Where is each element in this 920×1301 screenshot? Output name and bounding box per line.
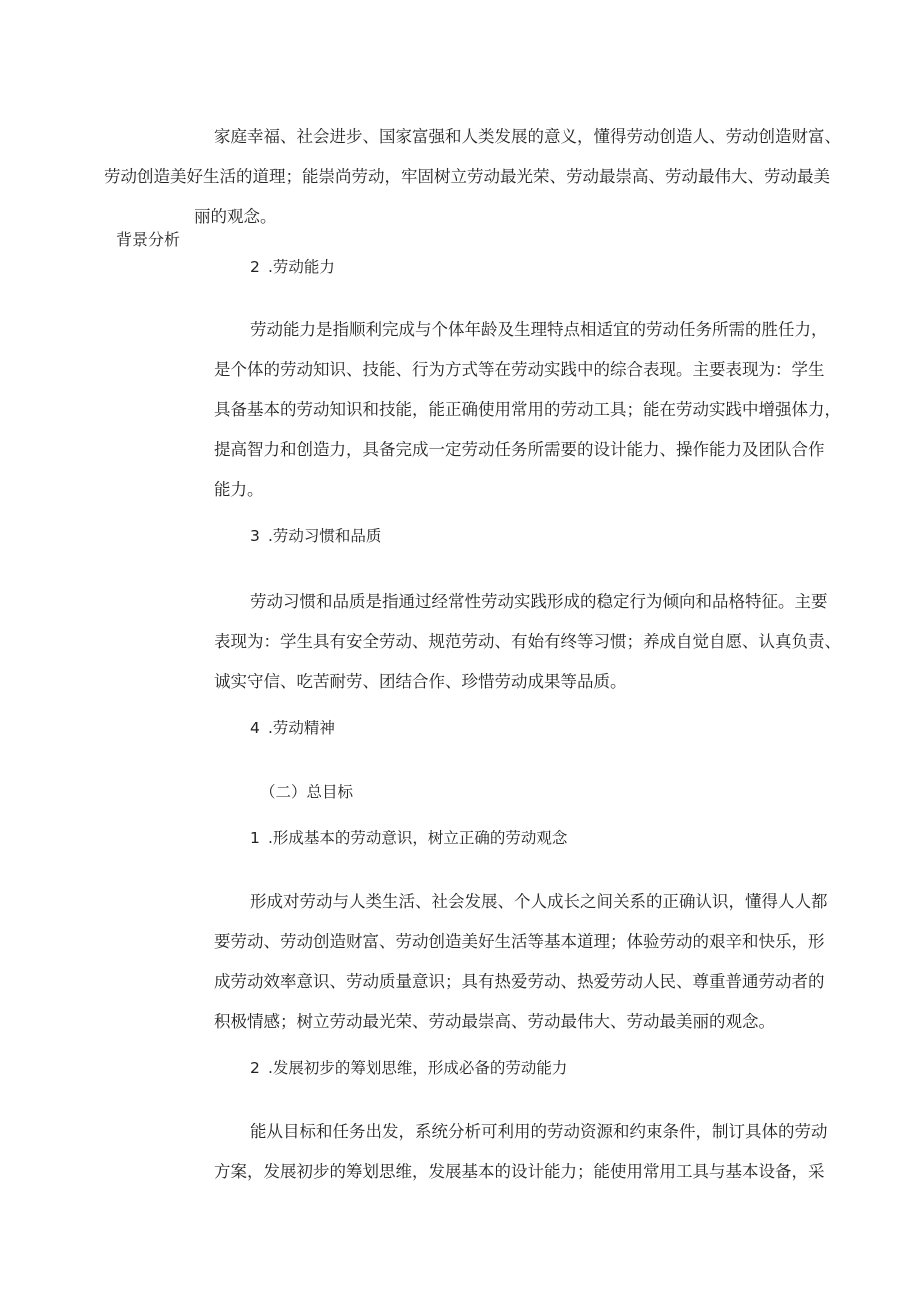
paragraph-line: 劳动能力是指顺利完成与个体年龄及生理特点相适宜的劳动任务所需的胜任力，: [250, 320, 828, 339]
paragraph-line: 要劳动、劳动创造财富、劳动创造美好生活等基本道理；体验劳动的艰辛和快乐，形: [214, 932, 825, 951]
section-heading-habits: [250, 524, 381, 548]
goal-number: 1: [250, 829, 260, 847]
side-label: 背景分析: [116, 230, 181, 249]
paragraph-line: 是个体的劳动知识、技能、行为方式等在劳动实践中的综合表现。主要表现为：学生: [214, 360, 825, 379]
section-title: .劳动精神: [268, 719, 335, 737]
paragraph-line: 提高智力和创造力，具备完成一定劳动任务所需要的设计能力、操作能力及团队合作: [214, 440, 825, 459]
paragraph-line: 表现为：学生具有安全劳动、规范劳动、有始有终等习惯；养成自觉自愿、认真负责、: [214, 632, 841, 651]
paragraph-line: 方案，发展初步的筹划思维，发展基本的设计能力；能使用常用工具与基本设备，采: [214, 1162, 825, 1181]
goal-heading-planning: [250, 1056, 567, 1080]
goal-heading-awareness: [250, 826, 567, 850]
paragraph-line: 具备基本的劳动知识和技能，能正确使用常用的劳动工具；能在劳动实践中增强体力，: [214, 400, 841, 419]
paragraph-line: 劳动习惯和品质是指通过经常性劳动实践形成的稳定行为倾向和品格特征。主要: [250, 592, 828, 611]
section-heading-spirit: [250, 716, 335, 740]
subheading-overall-goals: （二）总目标: [260, 783, 354, 801]
goal-title: .形成基本的劳动意识，树立正确的劳动观念: [268, 829, 568, 847]
paragraph-line: 诚实守信、吃苦耐劳、团结合作、珍惜劳动成果等品质。: [214, 672, 627, 691]
intro-line-2: 劳动创造美好生活的道理；能崇尚劳动，牢固树立劳动最光荣、劳动最崇高、劳动最伟大、劳动最美: [104, 167, 830, 186]
paragraph-line: 能力。: [214, 480, 264, 499]
section-number: 4: [250, 719, 260, 737]
goal-title: .发展初步的筹划思维，形成必备的劳动能力: [268, 1059, 568, 1077]
paragraph-line: 积极情感；树立劳动最光荣、劳动最崇高、劳动最伟大、劳动最美丽的观念。: [214, 1012, 775, 1031]
paragraph-line: 能从目标和任务出发，系统分析可利用的劳动资源和约束条件，制订具体的劳动: [250, 1122, 828, 1141]
intro-line-1: 家庭幸福、社会进步、国家富强和人类发展的意义，懂得劳动创造人、劳动创造财富、: [214, 127, 841, 146]
section-number: 2: [250, 258, 260, 276]
paragraph-line: 成劳动效率意识、劳动质量意识；具有热爱劳动、热爱劳动人民、尊重普通劳动者的: [214, 972, 825, 991]
goal-number: 2: [250, 1059, 260, 1077]
section-heading-labor-ability: [250, 255, 335, 279]
intro-line-3: 丽的观念。: [194, 207, 277, 226]
section-title: .劳动习惯和品质: [268, 527, 382, 545]
paragraph-line: 形成对劳动与人类生活、社会发展、个人成长之间关系的正确认识，懂得人人都: [250, 892, 828, 911]
section-title: .劳动能力: [268, 258, 335, 276]
section-number: 3: [250, 527, 260, 545]
